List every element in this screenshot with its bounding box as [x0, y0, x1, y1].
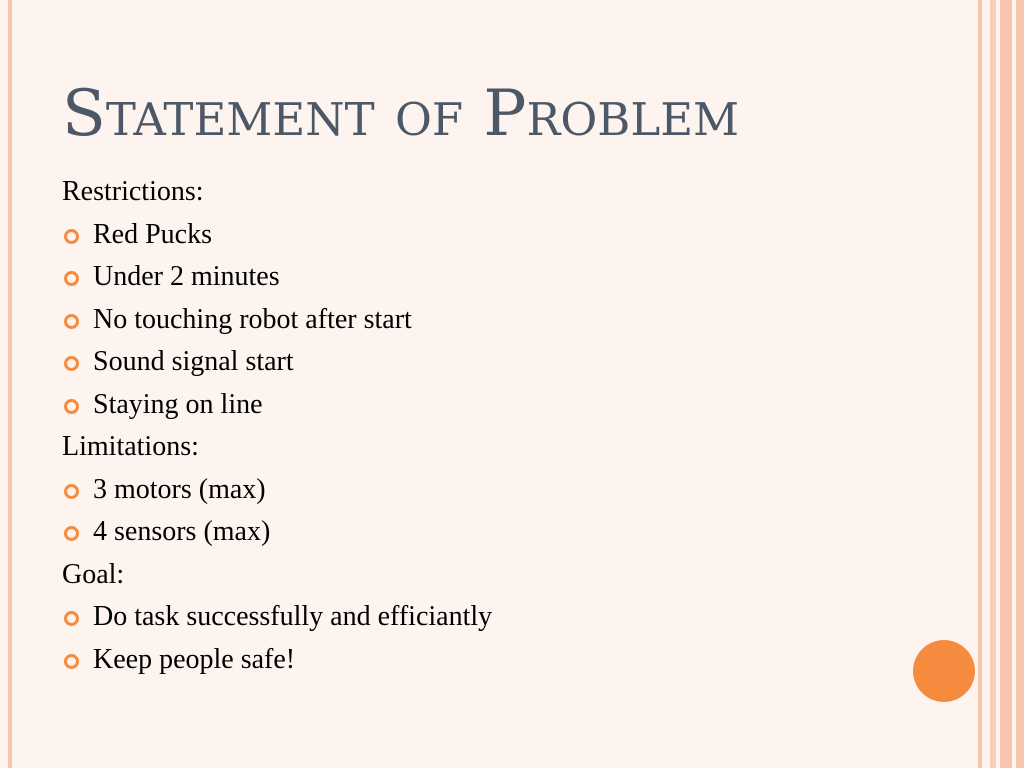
accent-circle-icon	[913, 640, 975, 702]
bullet-circle-icon	[64, 484, 79, 499]
right-border-stripe	[1016, 0, 1024, 768]
right-border-stripe	[1000, 0, 1012, 768]
left-border-stripe	[8, 0, 12, 768]
list-item-text: Do task successfully and efficiantly	[93, 601, 493, 632]
slide-title: Statement of Problem	[62, 77, 740, 151]
right-border-stripe	[990, 0, 996, 768]
list-item	[62, 469, 942, 512]
list-item-text: Staying on line	[93, 388, 263, 420]
list-item	[62, 214, 942, 257]
bullet-circle-icon	[64, 611, 79, 626]
bullet-circle-icon	[64, 314, 79, 329]
list-item	[62, 596, 942, 639]
list-item-text: Sound signal start	[93, 346, 294, 377]
list-item	[62, 384, 942, 427]
list-item	[62, 256, 942, 299]
section-heading-goal: Goal:	[62, 558, 125, 590]
bullet-circle-icon	[64, 399, 79, 414]
list-item	[62, 299, 942, 342]
slide-content	[62, 171, 942, 681]
bullet-circle-icon	[64, 229, 79, 244]
bullet-circle-icon	[64, 356, 79, 371]
list-item-text: Under 2 minutes	[93, 261, 280, 292]
list-item	[62, 639, 942, 682]
bullet-circle-icon	[64, 526, 79, 541]
section-heading-limitations: Limitations:	[62, 431, 199, 462]
list-item-text: 3 motors (max)	[93, 473, 266, 505]
bullet-circle-icon	[64, 271, 79, 286]
list-item	[62, 341, 942, 384]
section-heading-restrictions: Restrictions:	[62, 176, 204, 207]
list-item-text: No touching robot after start	[93, 303, 412, 335]
right-border-stripe	[978, 0, 982, 768]
list-item-text: Red Pucks	[93, 218, 212, 250]
bullet-circle-icon	[64, 654, 79, 669]
list-item-text: Keep people safe!	[93, 643, 296, 675]
list-item-text: 4 sensors (max)	[93, 516, 271, 547]
list-item	[62, 511, 942, 554]
